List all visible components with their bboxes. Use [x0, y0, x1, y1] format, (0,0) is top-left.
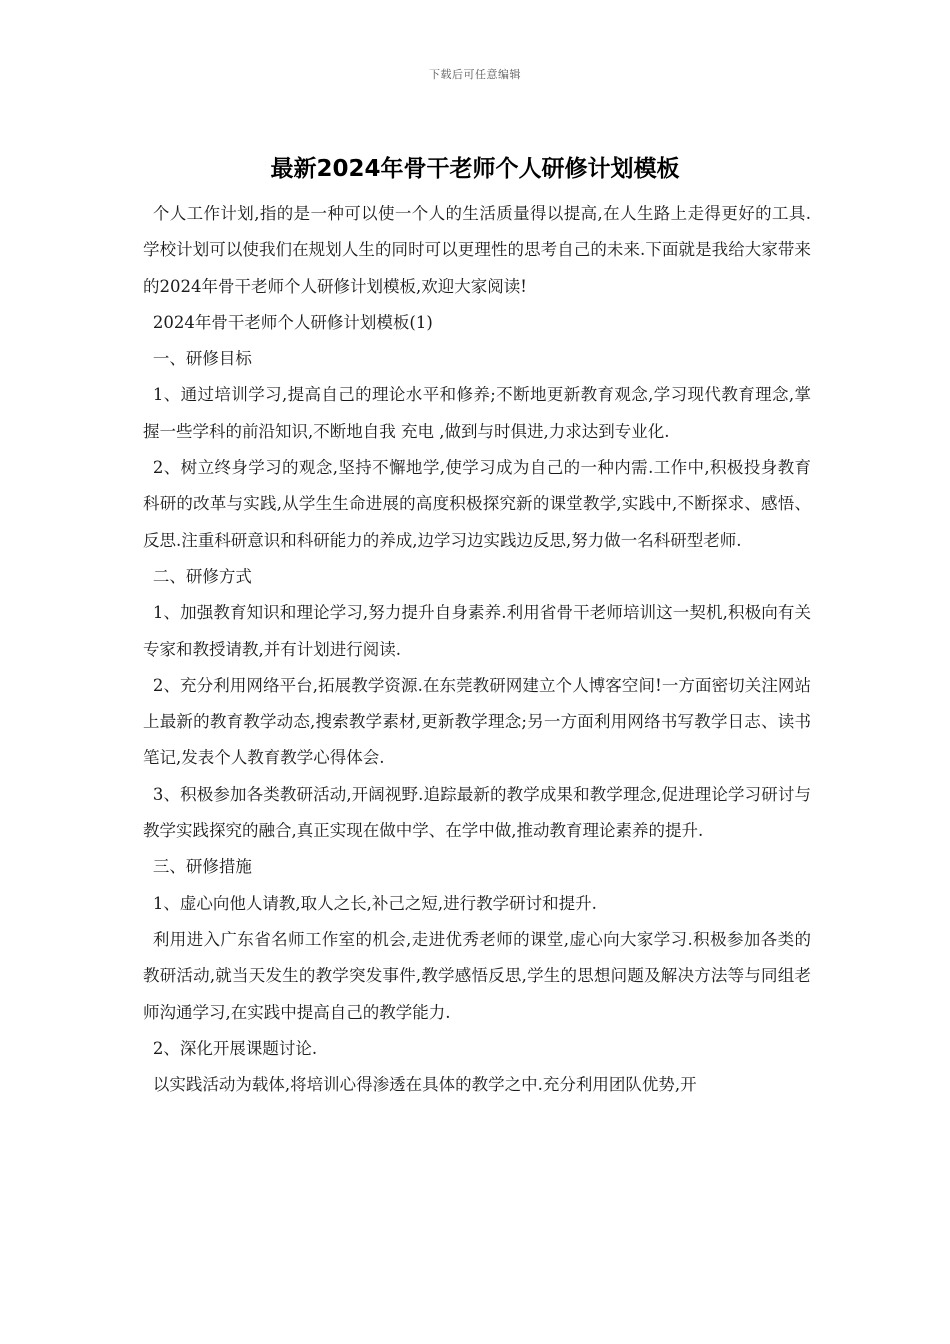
- section-heading-goals: 一、研修目标: [152, 349, 252, 369]
- method-item-2: 2、充分利用网络平台,拓展教学资源.在东莞教研网建立个人博客空间!一方面密切关注网站上最新的教育教学动态,搜索教学素材,更新教学理念;另一方面利用网络书写教学日志、读书笔记,发表个人教育教学心得体会.: [143, 675, 811, 768]
- page-header-note: 下载后可任意编辑: [429, 68, 521, 81]
- goal-item-1: 1、通过培训学习,提高自己的理论水平和修养;不断地更新教育观念,学习现代教育理念,掌握一些学科的前沿知识,不断地自我 充电 ,做到与时俱进,力求达到专业化.: [143, 385, 811, 441]
- intro-paragraph: 个人工作计划,指的是一种可以使一个人的生活质量得以提高,在人生路上走得更好的工具.学校计划可以使我们在规划人生的同时可以更理性的思考自己的未来.下面就是我给大家带来的2024年骨干老师个人研修计划模板,欢迎大家阅读!: [143, 204, 811, 296]
- document-title: 最新2024年骨干老师个人研修计划模板: [270, 156, 680, 182]
- section-heading-measures: 三、研修措施: [152, 857, 252, 877]
- method-item-1: 1、加强教育知识和理论学习,努力提升自身素养.利用省骨干老师培训这一契机,积极向有关专家和教授请教,并有计划进行阅读.: [143, 603, 811, 659]
- goal-item-2: 2、树立终身学习的观念,坚持不懈地学,使学习成为自己的一种内需.工作中,积极投身教育科研的改革与实践,从学生生命进展的高度积极探究新的课堂教学,实践中,不断探求、感悟、反思.注重科研意识和科研能力的养成,边学习边实践边反思,努力做一名科研型老师.: [143, 458, 811, 550]
- template-subtitle: 2024年骨干老师个人研修计划模板(1): [152, 312, 433, 332]
- measure-item-1: 1、虚心向他人请教,取人之长,补己之短,进行教学研讨和提升.: [152, 893, 597, 913]
- method-item-3: 3、积极参加各类教研活动,开阔视野.追踪最新的教学成果和教学理念,促进理论学习研讨与教学实践探究的融合,真正实现在做中学、在学中做,推动教育理论素养的提升.: [143, 784, 811, 841]
- section-heading-methods: 二、研修方式: [152, 566, 252, 586]
- measure-item-1-detail: 利用进入广东省名师工作室的机会,走进优秀老师的课堂,虚心向大家学习.积极参加各类的教研活动,就当天发生的教学突发事件,教学感悟反思,学生的思想问题及解决方法等与同组老师沟通学习,在实践中提高自己的教学能力.: [143, 929, 811, 1022]
- document-body: [143, 196, 811, 1103]
- measure-item-2: 2、深化开展课题讨论.: [152, 1038, 318, 1058]
- measure-item-2-detail: 以实践活动为载体,将培训心得渗透在具体的教学之中.充分利用团队优势,开: [152, 1075, 697, 1095]
